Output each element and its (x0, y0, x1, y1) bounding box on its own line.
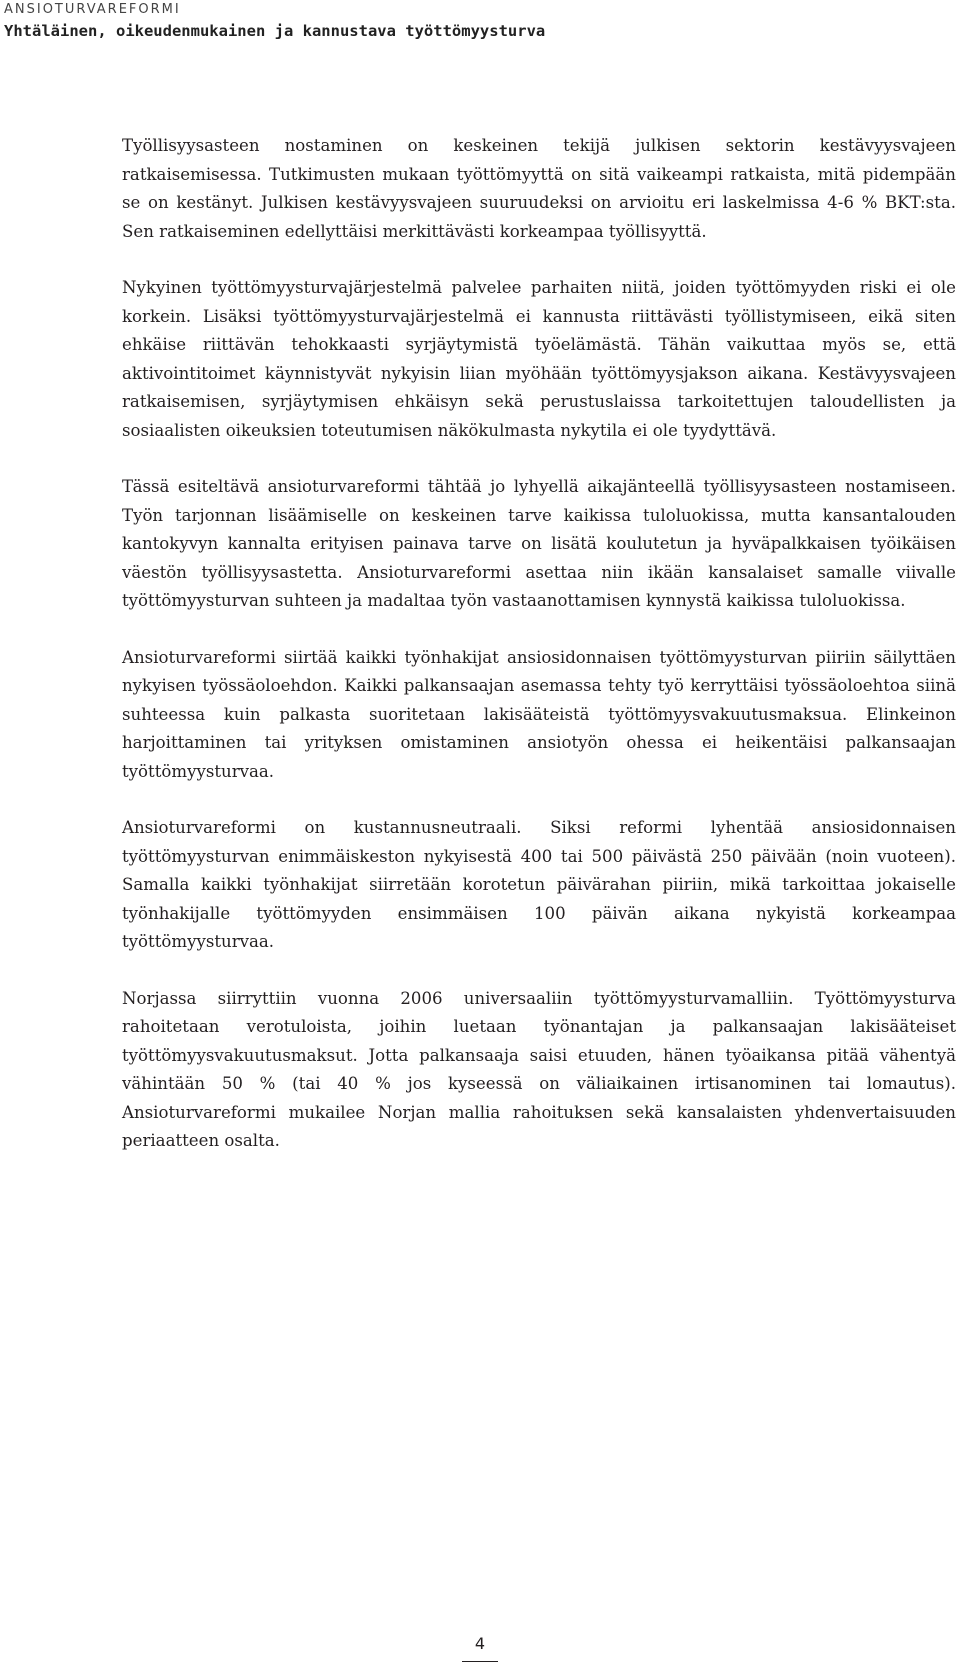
running-header (4, 0, 944, 42)
page-number-rule (462, 1661, 498, 1662)
paragraph-2: Nykyinen työttömyysturvajärjestelmä palvelee parhaiten niitä, joiden työttömyyden riski ei ole korkein. Lisäksi työttömyysturvajärjestelmä ei kannusta riittävästi työllistymiseen, eikä siten ehkäise riittävän tehokkaasti syrjäytymistä työelämästä. Tähän vaikuttaa myös se, että aktivointitoimet käynnistyvät nykyisin liian myöhään työttömyysjakson aikana. Kestävyysvajeen ratkaisemisen, syrjäytymisen ehkäisyn sekä perustuslaissa tarkoitettujen taloudellisten ja sosiaalisten oikeuksien toteutumisen näkökulmasta nykytila ei ole tyydyttävä. (122, 278, 956, 440)
page-number: 4 (474, 1634, 486, 1653)
paragraph-3: Tässä esiteltävä ansioturvareformi tähtää jo lyhyellä aikajänteellä työllisyysasteen nostamiseen. Työn tarjonnan lisäämiselle on keskeinen tarve kaikissa tuloluokissa, mutta kansantalouden kantokyvyn kannalta erityisen painava tarve on lisätä koulutetun ja hyväpalkkaisen työikäisen väestön työllisyysastetta. Ansioturvareformi asettaa niin ikään kansalaiset samalle viivalle työttömyysturvan suhteen ja madaltaa työn vastaanottamisen kynnystä kaikissa tuloluokissa. (122, 477, 956, 610)
paragraph-5: Ansioturvareformi on kustannusneutraali. Siksi reformi lyhentää ansiosidonnaisen työttömyysturvan enimmäiskeston nykyisestä 400 tai 500 päivästä 250 päivään (noin vuoteen). Samalla kaikki työnhakijat siirretään korotetun päivärahan piiriin, mikä tarkoittaa jokaiselle työnhakijalle työttömyyden ensimmäisen 100 päivän aikana nykyistä korkeampaa työttömyysturvaa. (122, 818, 956, 951)
header-section-label: ANSIOTURVAREFORMI (4, 2, 181, 17)
paragraph-4: Ansioturvareformi siirtää kaikki työnhakijat ansiosidonnaisen työttömyysturvan piiriin säilyttäen nykyisen työssäoloehdon. Kaikki palkansaajan asemassa tehty työ kerryttäisi työssäoloehtoa siinä suhteessa kuin palkasta suoritetaan lakisääteistä työttömyysvakuutusmaksua. Elinkeinon harjoittaminen tai yrityksen omistaminen ansiotyön ohessa ei heikentäisi palkansaajan työttömyysturvaa. (122, 647, 956, 781)
header-document-title: Yhtäläinen, oikeudenmukainen ja kannustava työttömyysturva (4, 22, 546, 40)
body-text (122, 132, 956, 1184)
paragraph-1: Työllisyysasteen nostaminen on keskeinen tekijä julkisen sektorin kestävyysvajeen ratkaisemisessa. Tutkimusten mukaan työttömyyttä on sitä vaikeampi ratkaista, mitä pidempään se on kestänyt. Julkisen kestävyysvajeen suuruudeksi on arvioitu eri laskelmissa 4-6 % BKT:sta. Sen ratkaiseminen edellyttäisi merkittävästi korkeampaa työllisyyttä. (122, 136, 956, 241)
paragraph-6: Norjassa siirryttiin vuonna 2006 universaaliin työttömyysturvamalliin. Työttömyysturva rahoitetaan verotuloista, joihin luetaan työnantajan ja palkansaajan lakisääteiset työttömyysvakuutusmaksut. Jotta palkansaaja saisi etuuden, hänen työaikansa pitää vähentyä vähintään 50 % (tai 40 % jos kyseessä on väliaikainen irtisanominen tai lomautus). Ansioturvareformi mukailee Norjan mallia rahoituksen sekä kansalaisten yhdenvertaisuuden periaatteen osalta. (122, 988, 956, 1150)
